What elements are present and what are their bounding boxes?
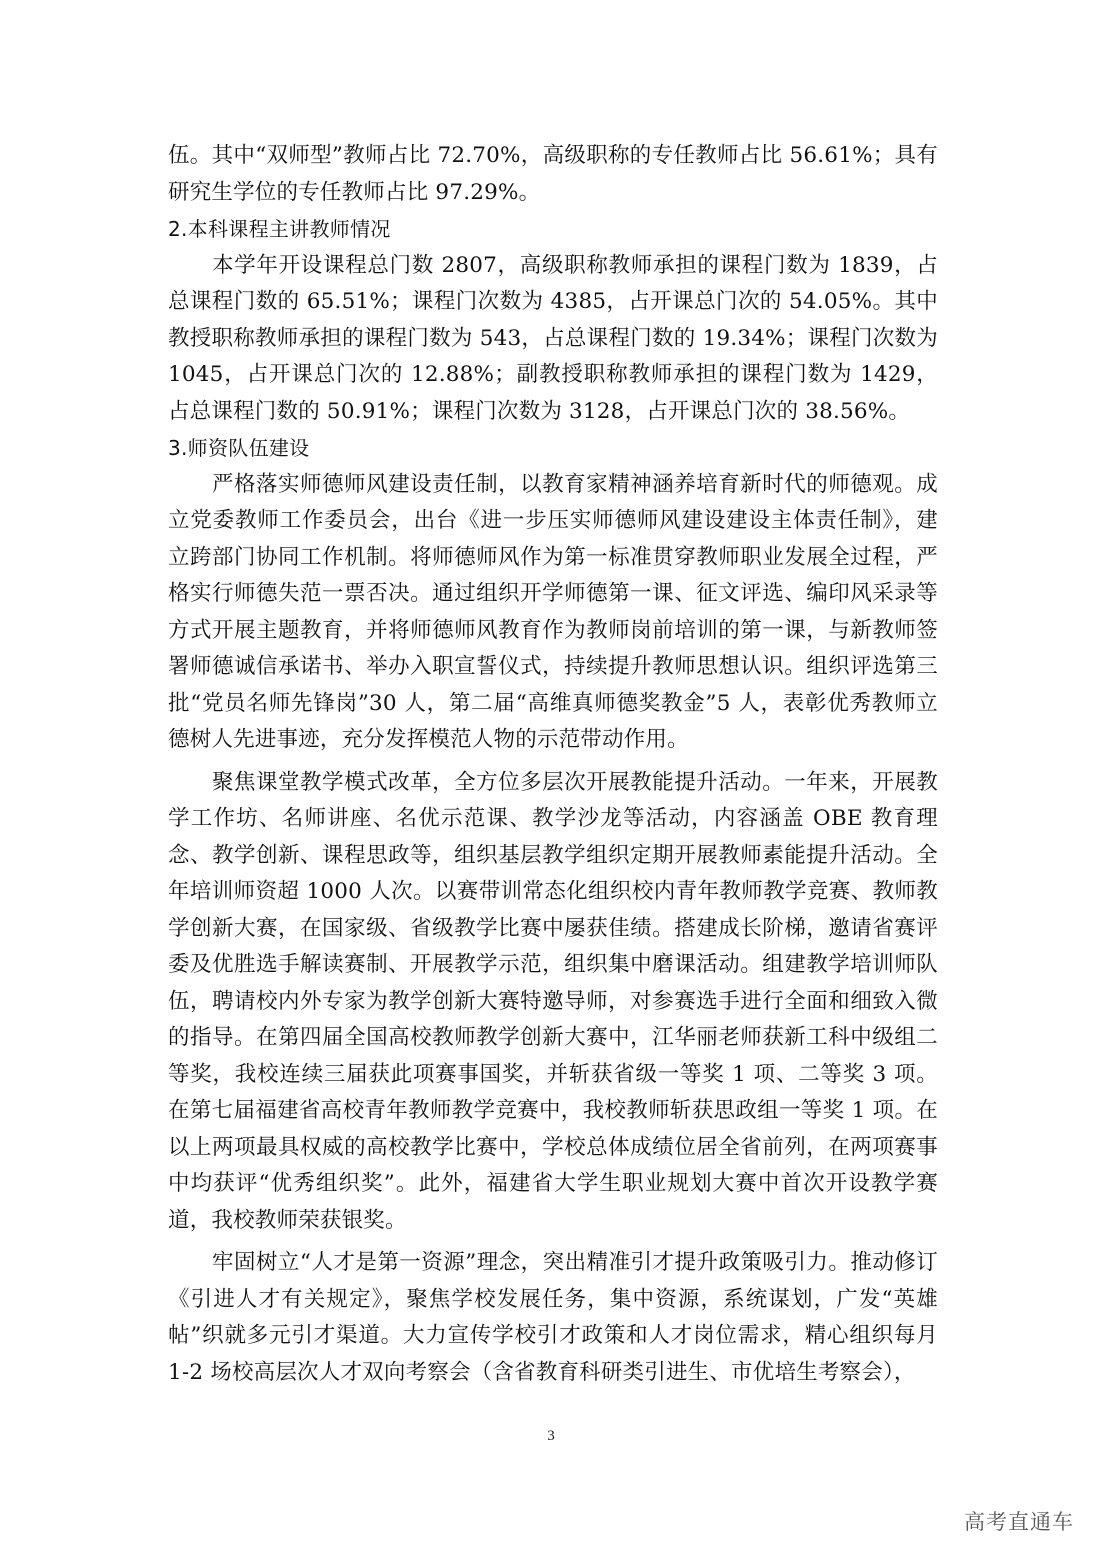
paragraph-talent-recruitment: 牢固树立“人才是第一资源”理念，突出精准引才提升政策吸引力。推动修订《引进人才有关规定》，聚焦学校发展任务，集中资源，系统谋划，广发“英雄帖”织就多元引才渠道。大力宣传学校引才政策和人才岗位需求，精心组织每月 1-2 场校高层次人才双向考察会（含省教育科研类引进生、市优培生考察会）， [168, 1250, 938, 1385]
paragraph-course-statistics: 本学年开设课程总门数 2807，高级职称教师承担的课程门数为 1839，占总课程门数的 65.51%；课程门次数为 4385，占开课总门次的 54.05%。其中教授职称教师承担的课程门数为 543，占总课程门数的 19.34%；课程门次数为 1045，占开课总门次的 12.88%；副教授职称教师承担的课程门数为 1429，占总课程门数的 50.91%；课程门次数为 3128，占开课总门次的 38.56%。 [168, 252, 939, 424]
page-number: 3 [547, 1428, 555, 1444]
paragraph-teacher-ethics: 严格落实师德师风建设责任制，以教育家精神涵养培育新时代的师德观。成立党委教师工作委员会，出台《进一步压实师德师风建设建设主体责任制》，建立跨部门协同工作机制。将师德师风作为第一标准贯穿教师职业发展全过程，严格实行师德失范一票否决。通过组织开学师德第一课、征文评选、编印风采录等方式开展主题教育，并将师德师风教育作为教师岗前培训的第一课，与新教师签署师德诚信承诺书、举办入职宣誓仪式，持续提升教师思想认识。组织评选第三批“党员名师先锋岗”30 人，第二届“高维真师德奖教金”5 人，表彰优秀教师立德树人先进事迹，充分发挥模范人物的示范带动作用。 [168, 471, 938, 752]
document-body [168, 138, 938, 1391]
paragraph-teaching-reform: 聚焦课堂教学模式改革，全方位多层次开展教能提升活动。一年来，开展教学工作坊、名师讲座、名优示范课、教学沙龙等活动，内容涵盖 OBE 教育理念、教学创新、课程思政等，组织基层教学组织定期开展教师素能提升活动。全年培训师资超 1000 人次。以赛带训常态化组织校内青年教师教学竞赛、教师教学创新大赛，在国家级、省级教学比赛中屡获佳绩。搭建成长阶梯，邀请省赛评委及优胜选手解读赛制、开展教学示范，组织集中磨课活动。组建教学培训师队伍，聘请校内外专家为教学创新大赛特邀导师，对参赛选手进行全面和细致入微的指导。在第四届全国高校教师教学创新大赛中，江华丽老师获新工科中级组二等奖，我校连续三届获此项赛事国奖，并斩获省级一等奖 1 项、二等奖 3 项。在第七届福建省高校青年教师教学竞赛中，我校教师斩获思政组一等奖 1 项。在以上两项最具权威的高校教学比赛中，学校总体成绩位居全省前列，在两项赛事中均获评“优秀组织奖”。此外，福建省大学生职业规划大赛中首次开设教学赛道，我校教师荣获银奖。 [168, 769, 938, 1233]
paragraph-teacher-ratio: 伍。其中“双师型”教师占比 72.70%，高级职称的专任教师占比 56.61%；具有研究生学位的专任教师占比 97.29%。 [168, 143, 938, 205]
section-heading-course-teachers: 2.本科课程主讲教师情况 [168, 217, 391, 241]
watermark-text: 高考直通车 [964, 1510, 1074, 1534]
section-heading-faculty-building: 3.师资队伍建设 [168, 436, 310, 460]
